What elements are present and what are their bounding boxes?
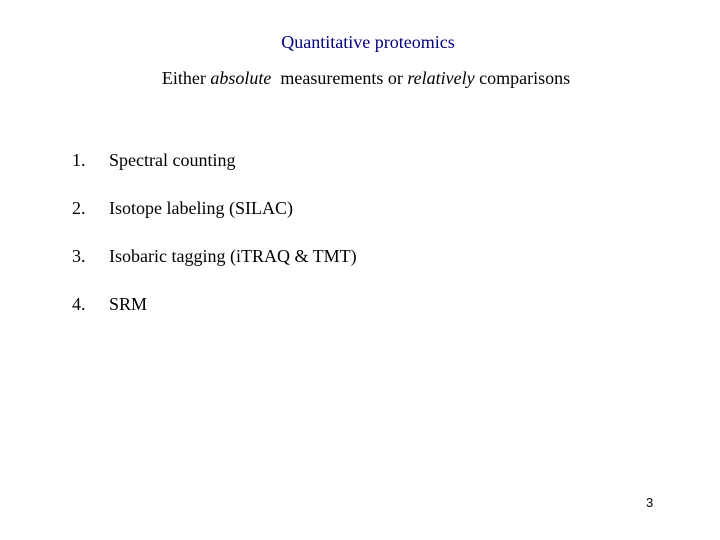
list-item-text: SRM (109, 294, 148, 314)
slide-title: Quantitative proteomics (281, 32, 455, 52)
subtitle-emphasis-absolute: absolute (210, 68, 272, 88)
list-item-number: 1. (72, 150, 86, 170)
list-item-text: Spectral counting (109, 150, 236, 170)
list-item-text: Isotope labeling (SILAC) (109, 198, 293, 218)
subtitle-text-middle: measurements or (271, 68, 408, 88)
subtitle-emphasis-relatively: relatively (407, 68, 475, 88)
page-number: 3 (646, 495, 654, 510)
slide-subtitle (0, 66, 720, 90)
list-item-number: 4. (72, 294, 86, 314)
list-item-text: Isobaric tagging (iTRAQ & TMT) (109, 246, 357, 266)
list-item-number: 3. (72, 246, 86, 266)
list-item-number: 2. (72, 198, 86, 218)
subtitle-text-end: comparisons (474, 68, 571, 88)
subtitle-text-start: Either (161, 68, 211, 88)
